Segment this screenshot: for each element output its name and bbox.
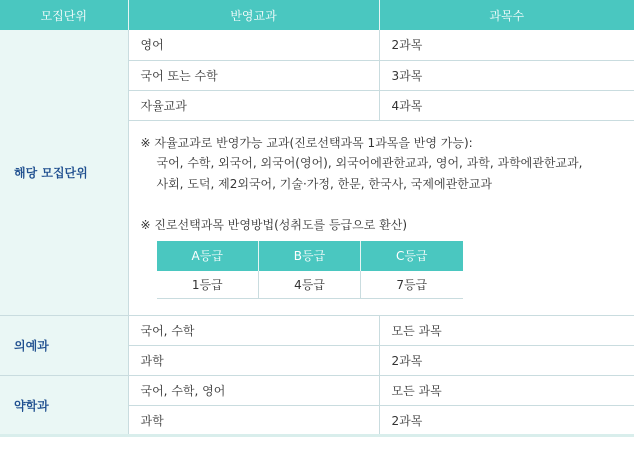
subject-cell: 영어 (128, 30, 379, 60)
subject-cell: 과학 (128, 346, 379, 376)
subject-cell: 자율교과 (128, 90, 379, 120)
unit-general: 해당 모집단위 (0, 30, 128, 316)
table-header-row (0, 0, 634, 30)
grade-conversion-table (157, 241, 463, 300)
count-cell: 3과목 (379, 60, 634, 90)
count-cell: 4과목 (379, 90, 634, 120)
subject-cell: 과학 (128, 406, 379, 436)
grade-value-a: 1등급 (157, 271, 259, 299)
subject-cell: 국어 또는 수학 (128, 60, 379, 90)
count-cell: 모든 과목 (379, 376, 634, 406)
elective-subjects-line-1: 국어, 수학, 외국어, 외국어(영어), 외국어에관한교과, 영어, 과학, 과학에관한교과, (156, 155, 583, 170)
count-cell: 2과목 (379, 406, 634, 436)
elective-subjects-note-title: ※ 자율교과로 반영가능 교과(진로선택과목 1과목을 반영 가능): (140, 135, 473, 150)
unit-pharmacy: 약학과 (0, 376, 128, 436)
table-row (0, 376, 634, 406)
subject-cell: 국어, 수학, 영어 (128, 376, 379, 406)
elective-subjects-line-2: 사회, 도덕, 제2외국어, 기술·가정, 한문, 한국사, 국제에관한교과 (156, 176, 492, 191)
note-cell (128, 120, 634, 316)
grade-header-c: C등급 (361, 241, 463, 271)
grade-value-b: 4등급 (259, 271, 361, 299)
header-recruit-unit: 모집단위 (0, 0, 128, 30)
table-row (0, 30, 634, 60)
count-cell: 모든 과목 (379, 316, 634, 346)
grade-value-row (157, 271, 463, 299)
table-row (0, 316, 634, 346)
career-subject-method-title: ※ 진로선택과목 반영방법(성취도를 등급으로 환산) (140, 217, 408, 232)
grade-header-a: A등급 (157, 241, 259, 271)
header-subject-count: 과목수 (379, 0, 634, 30)
grade-header-row (157, 241, 463, 271)
unit-medical: 의예과 (0, 316, 128, 376)
subject-cell: 국어, 수학 (128, 316, 379, 346)
grade-value-c: 7등급 (361, 271, 463, 299)
count-cell: 2과목 (379, 346, 634, 376)
count-cell: 2과목 (379, 30, 634, 60)
grade-header-b: B등급 (259, 241, 361, 271)
header-reflected-subjects: 반영교과 (128, 0, 379, 30)
